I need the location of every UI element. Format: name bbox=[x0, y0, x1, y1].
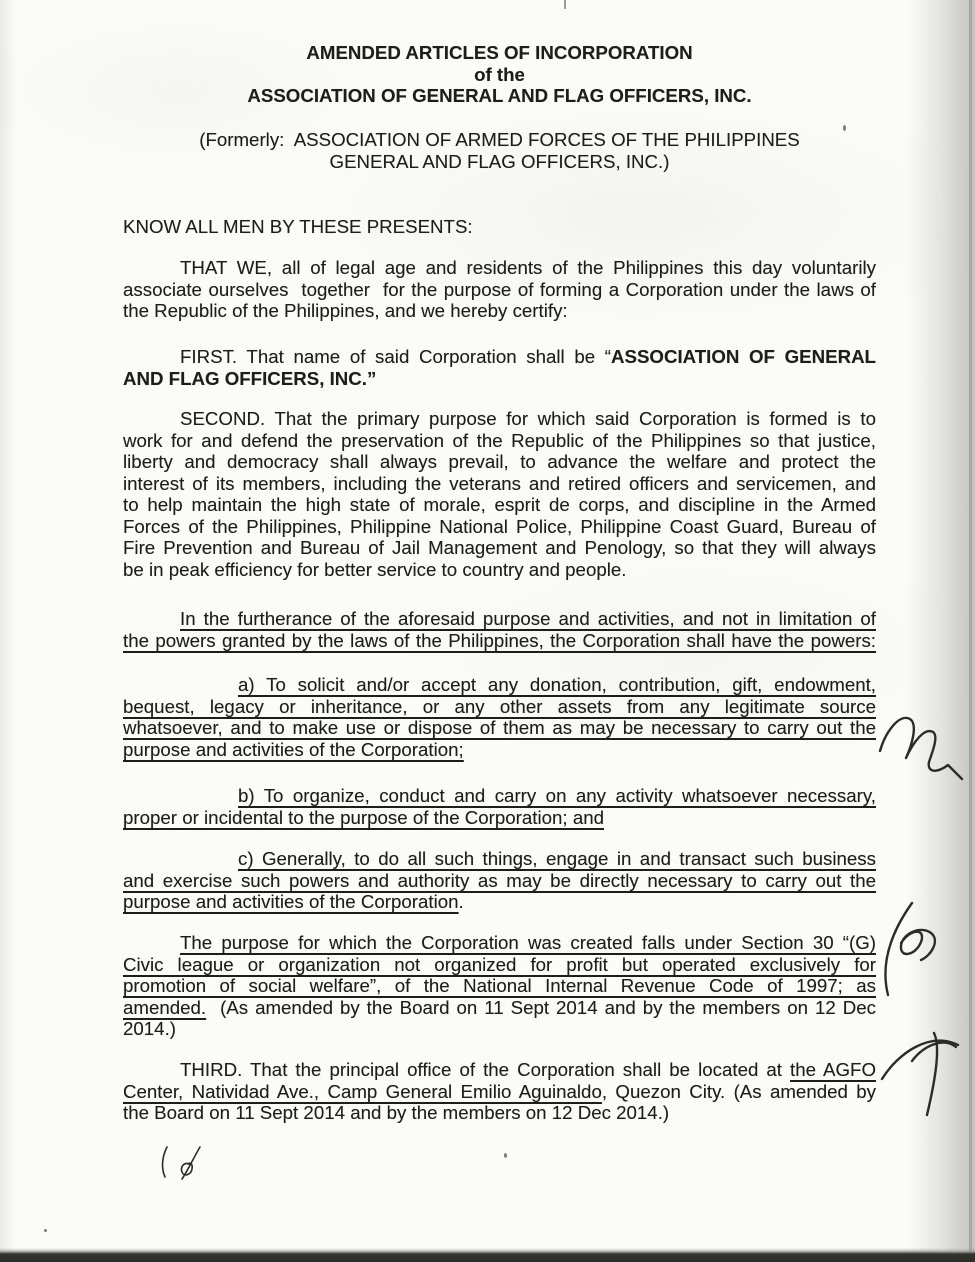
handwritten-check-mark bbox=[155, 1140, 210, 1185]
paragraph-third bbox=[123, 1059, 876, 1124]
paragraph-furtherance bbox=[123, 608, 876, 651]
text-line: In the furtherance of the aforesaid purpose and activities, and not in limitation of bbox=[180, 608, 876, 629]
handwritten-initial-middle bbox=[868, 897, 958, 1007]
text-line: and exercise such powers and authority as may be directly necessary to carry out the bbox=[123, 869, 876, 891]
paragraph-c bbox=[123, 848, 876, 913]
text-line: work for and defend the preservation of the Republic of the Philippines so that justice, bbox=[123, 429, 876, 451]
text-line: Fire Prevention and Bureau of Jail Management and Penology, so that they will always bbox=[123, 537, 876, 558]
text-line: the powers granted by the laws of the Philippines, the Corporation shall have the powers: bbox=[123, 629, 876, 651]
text-line: Forces of the Philippines, Philippine National Police, Philippine Coast Guard, Bureau of bbox=[123, 515, 876, 537]
former-name bbox=[123, 129, 876, 172]
title-line-2: of the bbox=[474, 63, 525, 85]
text-line: c) Generally, to do all such things, engage in and transact such business bbox=[238, 848, 876, 869]
text-line: 2014.) bbox=[123, 1018, 176, 1039]
paragraph-tax bbox=[123, 932, 876, 1040]
scan-edge-right-line bbox=[969, 0, 972, 1262]
text-line: amended. (As amended by the Board on 11 Sept 2014 and by the members on 12 Dec bbox=[123, 996, 876, 1018]
salutation: KNOW ALL MEN BY THESE PRESENTS: bbox=[123, 216, 473, 237]
former-name-line-1: (Formerly: ASSOCIATION OF ARMED FORCES OF THE PHILIPPINES bbox=[199, 129, 800, 150]
text-line: proper or incidental to the purpose of the Corporation; and bbox=[123, 806, 604, 828]
title-line-3: ASSOCIATION OF GENERAL AND FLAG OFFICERS, INC. bbox=[247, 85, 752, 106]
text-line: associate ourselves together for the purpose of forming a Corporation under the laws of bbox=[123, 278, 876, 300]
handwritten-initial-top bbox=[872, 703, 972, 793]
document-title bbox=[123, 42, 876, 107]
former-name-line-2: GENERAL AND FLAG OFFICERS, INC.) bbox=[329, 150, 670, 172]
paragraph-preamble bbox=[123, 257, 876, 322]
text-line: Civic league or organization not organized for profit but operated exclusively for bbox=[123, 953, 876, 975]
document-text-block bbox=[123, 0, 876, 1262]
scan-speck bbox=[44, 1229, 47, 1232]
scan-edge-bottom-band bbox=[0, 1248, 975, 1262]
paragraph-second bbox=[123, 408, 876, 580]
text-line: FIRST. That name of said Corporation shall be “ASSOCIATION OF GENERAL bbox=[180, 346, 876, 367]
text-line: SECOND. That the primary purpose for which said Corporation is formed is to bbox=[180, 408, 876, 429]
paragraph-b bbox=[123, 785, 876, 828]
text-line: the Republic of the Philippines, and we hereby certify: bbox=[123, 300, 568, 321]
scan-top-mark bbox=[564, 0, 566, 9]
text-line: promotion of social welfare”, of the National Internal Revenue Code of 1997; as bbox=[123, 975, 876, 996]
text-line: THAT WE, all of legal age and residents of the Philippines this day voluntarily bbox=[180, 257, 876, 278]
text-line: purpose and activities of the Corporation; bbox=[123, 738, 464, 760]
text-line: THIRD. That the principal office of the Corporation shall be located at the AGFO bbox=[180, 1059, 876, 1080]
text-line: the Board on 11 Sept 2014 and by the members on 12 Dec 2014.) bbox=[123, 1102, 670, 1123]
text-line: The purpose for which the Corporation was created falls under Section 30 “(G) bbox=[180, 932, 876, 953]
text-line: Center, Natividad Ave., Camp General Emilio Aguinaldo, Quezon City. (As amended by bbox=[123, 1080, 876, 1102]
paragraph-first bbox=[123, 346, 876, 389]
handwritten-initial-bottom bbox=[872, 1025, 967, 1120]
text-line: AND FLAG OFFICERS, INC.” bbox=[123, 367, 377, 389]
title-line-1: AMENDED ARTICLES OF INCORPORATION bbox=[306, 42, 693, 63]
text-line: b) To organize, conduct and carry on any activity whatsoever necessary, bbox=[238, 785, 876, 806]
text-line: whatsoever, and to make use or dispose of them as may be necessary to carry out the bbox=[123, 717, 876, 738]
text-line: interest of its members, including the veterans and retired officers and servicemen, and bbox=[123, 472, 876, 494]
scan-speck bbox=[843, 125, 846, 131]
paragraph-a bbox=[123, 674, 876, 760]
text-line: to help maintain the high state of morale, esprit de corps, and discipline in the Armed bbox=[123, 494, 876, 515]
text-line: liberty and democracy shall always prevail, to advance the welfare and protect the bbox=[123, 451, 876, 472]
text-line: bequest, legacy or inheritance, or any other assets from any legitimate source bbox=[123, 695, 876, 717]
text-line: a) To solicit and/or accept any donation, contribution, gift, endowment, bbox=[238, 674, 876, 695]
text-line: purpose and activities of the Corporation. bbox=[123, 891, 464, 912]
scan-speck bbox=[504, 1153, 507, 1158]
text-line: be in peak efficiency for better service to country and people. bbox=[123, 558, 627, 580]
